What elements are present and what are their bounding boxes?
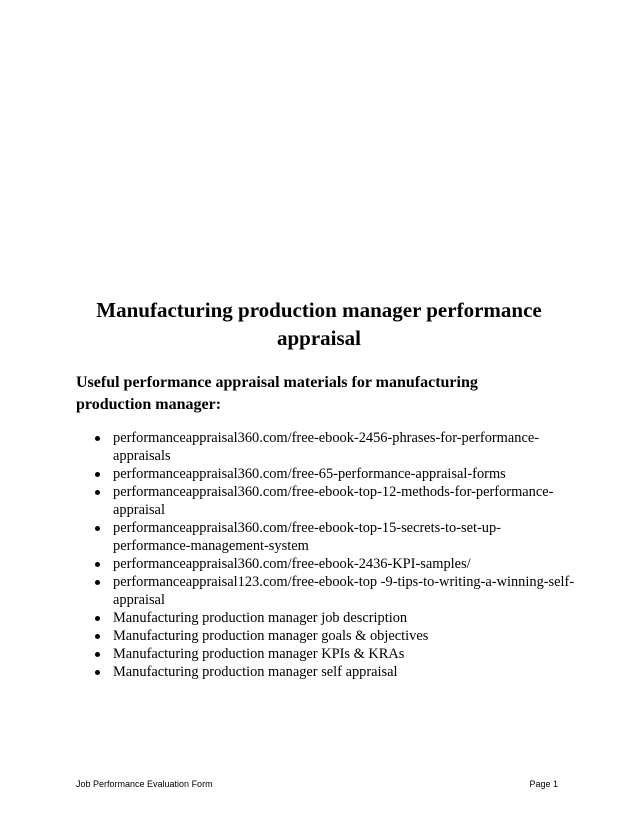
bullet-icon	[95, 670, 100, 675]
list-item	[113, 573, 578, 609]
resource-link-text: performanceappraisal360.com/free-ebook-2456-phrases-for-performance-appraisals	[113, 430, 540, 464]
resource-link-text: performanceappraisal360.com/free-ebook-top-15-secrets-to-set-up-performance-management-system	[113, 520, 501, 554]
bullet-icon	[95, 490, 100, 495]
resource-list	[113, 429, 578, 681]
bullet-icon	[95, 652, 100, 657]
list-item	[113, 645, 578, 663]
bullet-icon	[95, 562, 100, 567]
list-item	[113, 429, 578, 465]
list-item	[113, 483, 578, 519]
bullet-icon	[95, 616, 100, 621]
resource-link-text: Manufacturing production manager goals & objectives	[113, 628, 429, 644]
list-item	[113, 555, 578, 573]
resource-link-text: Manufacturing production manager KPIs & KRAs	[113, 646, 405, 662]
footer-form-label: Job Performance Evaluation Form	[76, 779, 213, 789]
resource-link-text: Manufacturing production manager self appraisal	[113, 664, 398, 680]
page-number: Page 1	[529, 779, 558, 789]
resource-link-text: performanceappraisal123.com/free-ebook-top -9-tips-to-writing-a-winning-self-appraisal	[113, 574, 575, 608]
list-item	[113, 609, 578, 627]
bullet-icon	[95, 580, 100, 585]
resource-link-text: performanceappraisal360.com/free-65-performance-appraisal-forms	[113, 466, 506, 482]
resource-link-text: performanceappraisal360.com/free-ebook-top-12-methods-for-performance-appraisal	[113, 484, 554, 518]
resource-link-text: Manufacturing production manager job description	[113, 610, 408, 626]
bullet-icon	[95, 634, 100, 639]
bullet-icon	[95, 526, 100, 531]
bullet-icon	[95, 436, 100, 441]
resource-link-text: performanceappraisal360.com/free-ebook-2436-KPI-samples/	[113, 556, 471, 572]
list-item	[113, 663, 578, 681]
document-subtitle: Useful performance appraisal materials for manufacturing production manager:	[76, 374, 478, 413]
list-item	[113, 627, 578, 645]
list-item	[113, 519, 578, 555]
list-item	[113, 465, 578, 483]
bullet-icon	[95, 472, 100, 477]
document-title: Manufacturing production manager performance appraisal	[96, 298, 542, 350]
